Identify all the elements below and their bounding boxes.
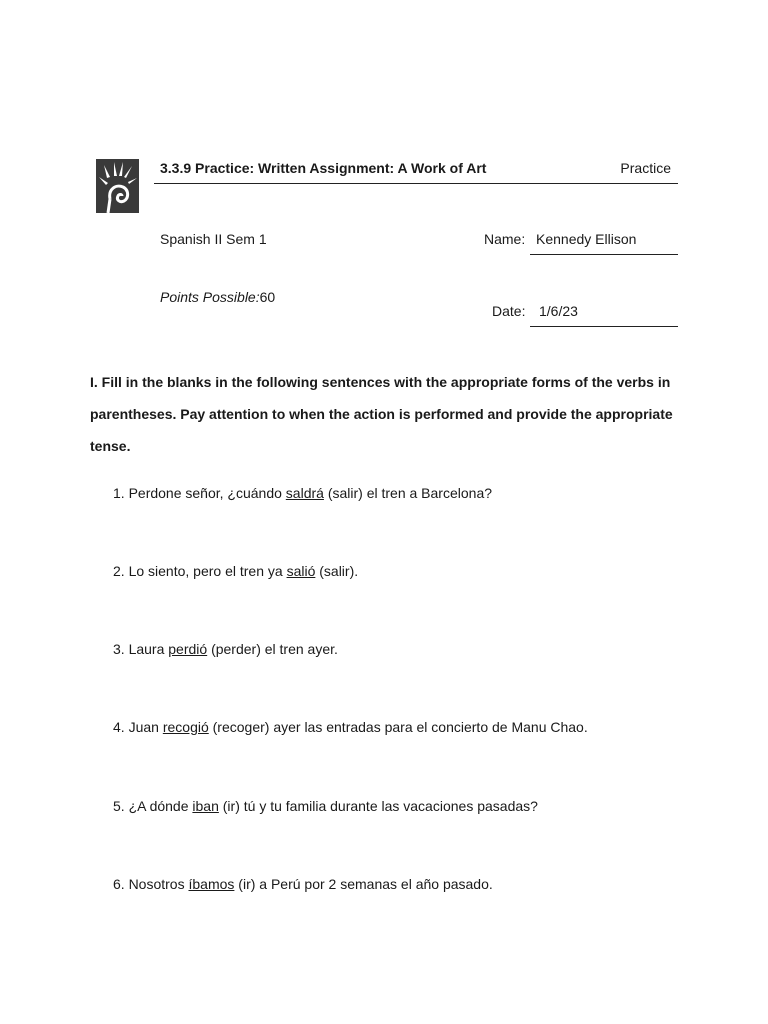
sun-hand-logo-icon [96,159,139,213]
course-name: Spanish II Sem 1 [160,231,267,247]
points-possible [160,288,275,306]
answer-blank[interactable]: salió [286,563,316,579]
instructions-line-2: parentheses. Pay attention to when the action is performed and provide the appropriate tense. [90,406,673,454]
item-text: (recoger) ayer las entradas para el concierto de Manu Chao. [208,719,588,735]
answer-blank[interactable]: íbamos [188,876,235,892]
item-text: (perder) el tren ayer. [207,641,338,657]
answer-blank[interactable]: perdió [168,641,208,657]
list-item [113,562,358,580]
name-field[interactable]: Kennedy Ellison [536,231,637,247]
list-item [113,875,493,893]
date-field[interactable]: 1/6/23 [539,303,578,319]
item-text: (ir) tú y tu familia durante las vacaciones pasadas? [218,798,538,814]
date-label: Date: [492,303,526,319]
answer-blank[interactable]: recogió [162,719,209,735]
item-text: 5. ¿A dónde [113,798,193,814]
name-underline [530,254,678,255]
item-text: (salir). [315,563,359,579]
list-item [113,797,538,815]
points-label: Points Possible: [160,289,260,305]
item-text: 3. Laura [113,641,169,657]
list-item [113,640,338,658]
header-divider [154,183,678,184]
assignment-title: 3.3.9 Practice: Written Assignment: A Work of Art [160,160,487,176]
item-text: 6. Nosotros [113,876,189,892]
item-text: 1. Perdone señor, ¿cuándo [113,485,286,501]
item-text: 2. Lo siento, pero el tren ya [113,563,287,579]
item-text: 4. Juan [113,719,163,735]
instructions [90,366,690,462]
points-value: 60 [259,289,276,305]
item-text: (salir) el tren a Barcelona? [323,485,493,501]
assignment-type-label: Practice [620,160,671,176]
date-underline [530,326,678,327]
list-item [113,718,588,736]
item-text: (ir) a Perú por 2 semanas el año pasado. [234,876,493,892]
answer-blank[interactable]: saldrá [285,485,324,501]
name-label: Name: [484,231,526,247]
answer-blank[interactable]: iban [192,798,219,814]
instructions-line-1: I. Fill in the blanks in the following sentences with the appropriate forms of the verbs in [90,374,671,390]
list-item [113,484,492,502]
